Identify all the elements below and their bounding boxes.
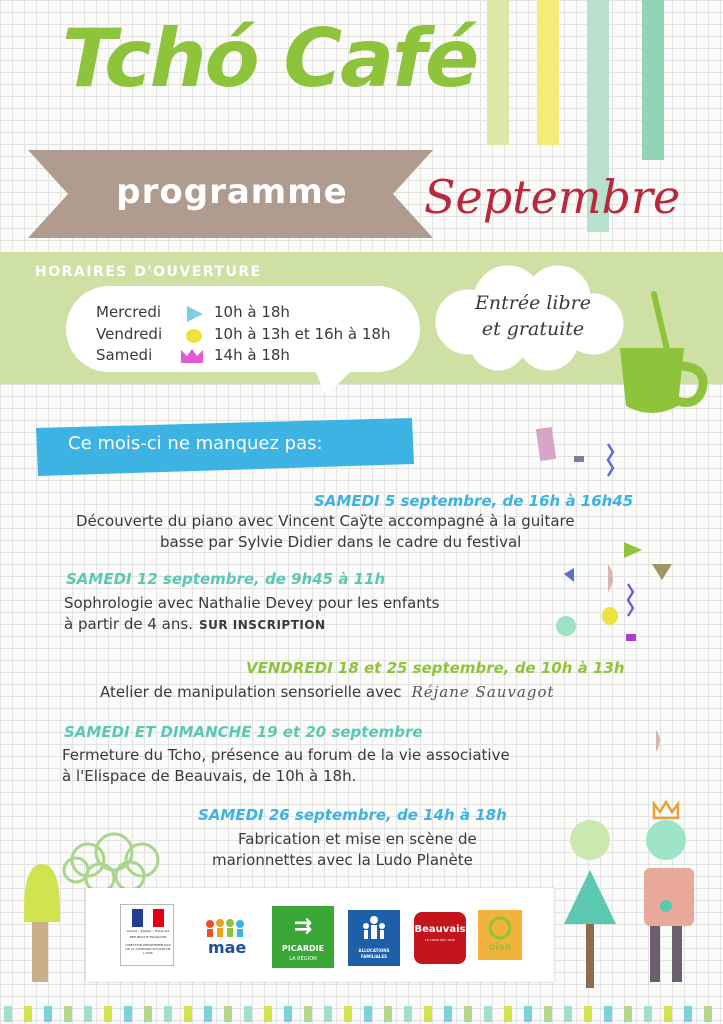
event-5-line2: marionnettes avec la Ludo Planète [212, 851, 473, 869]
picardie-mark: ⇉ [293, 914, 313, 939]
right-decoration [560, 790, 720, 1000]
event-2-line2-text: à partir de 4 ans. [64, 615, 193, 633]
animator-signature: Réjane Sauvagot [411, 683, 555, 701]
hours-day-wednesday: Mercredi [96, 303, 162, 321]
oise-logo [478, 910, 522, 960]
free-entry-note [448, 290, 618, 342]
confetti-decoration [528, 424, 718, 824]
registration-badge: SUR INSCRIPTION [198, 618, 326, 632]
event-1-line2: basse par Sylvie Didier dans le cadre du festival [160, 533, 522, 551]
hours-time-saturday: 14h à 18h [214, 346, 290, 364]
event-5-line1: Fabrication et mise en scène de [238, 830, 477, 848]
event-4-heading: SAMEDI ET DIMANCHE 19 et 20 septembre [64, 723, 423, 741]
caf-label: ALLOCATIONS FAMILIALES [358, 948, 390, 959]
prefecture-motto: Liberté • Égalité • Fraternité [126, 929, 170, 933]
event-2-line1: Sophrologie avec Nathalie Devey pour les enfants [64, 594, 440, 612]
event-5-heading: SAMEDI 26 septembre, de 14h à 18h [198, 806, 507, 824]
section-banner-label: Ce mois-ci ne manquez pas: [68, 433, 323, 454]
prefecture-logo [120, 904, 174, 966]
hours-time-wednesday: 10h à 18h [214, 303, 290, 321]
event-3-heading: VENDREDI 18 et 25 septembre, de 10h à 13h [246, 659, 625, 677]
decor-stripe-green [487, 0, 509, 145]
people-icon [202, 918, 248, 938]
free-entry-line2: et gratuite [481, 318, 585, 340]
beauvais-label: Beauvais [414, 924, 466, 935]
event-4-line2: à l'Elispace de Beauvais, de 10h à 18h. [62, 767, 357, 785]
bottom-stripe-band [0, 1000, 723, 1024]
event-2-heading: SAMEDI 12 septembre, de 9h45 à 11h [66, 570, 386, 588]
decor-stripe-yellow [537, 0, 559, 145]
decor-stripe-teal [642, 0, 664, 160]
caf-logo [348, 910, 400, 966]
event-2-line2 [64, 614, 326, 636]
cup-icon [612, 286, 712, 422]
picardie-sub: LA RÉGION [289, 956, 317, 962]
family-icon [360, 914, 388, 942]
event-3-line1 [100, 682, 555, 703]
hours-title: HORAIRES D'OUVERTURE [35, 264, 262, 280]
oise-emblem-icon [488, 916, 512, 940]
picardie-label: PICARDIE [281, 944, 325, 953]
free-entry-line1: Entrée libre [475, 292, 591, 314]
hours-day-saturday: Samedi [96, 346, 153, 364]
hours-day-friday: Vendredi [96, 325, 163, 343]
beauvais-sub: LE CŒUR DE L'OISE [425, 938, 455, 942]
prefecture-direction: DIRECTION DÉPARTEMENTALE DE LA COHÉSION SOCIALE DE L'OISE [125, 943, 171, 955]
french-flag-icon [132, 909, 164, 927]
mae-logo [198, 918, 252, 962]
mae-label: mae [208, 938, 247, 957]
ribbon-label: programme [116, 172, 348, 212]
event-3-line1-text: Atelier de manipulation sensorielle avec [100, 683, 402, 701]
triangle-icon [186, 305, 204, 323]
event-1-line1: Découverte du piano avec Vincent Caÿte accompagné à la guitare [76, 512, 575, 530]
circle-icon [185, 328, 203, 344]
hours-time-friday: 10h à 13h et 16h à 18h [214, 325, 391, 343]
oise-label: oise [488, 942, 512, 953]
beauvais-logo [414, 912, 466, 964]
event-4-line1: Fermeture du Tcho, présence au forum de la vie associative [62, 746, 510, 764]
month-label: Septembre [424, 170, 681, 224]
picardie-logo [272, 906, 334, 968]
page-title: Tchó Café [62, 12, 478, 105]
prefecture-republic: RÉPUBLIQUE FRANÇAISE [129, 935, 167, 939]
event-1-heading: SAMEDI 5 septembre, de 16h à 16h45 [314, 492, 634, 510]
crown-icon [180, 348, 204, 364]
